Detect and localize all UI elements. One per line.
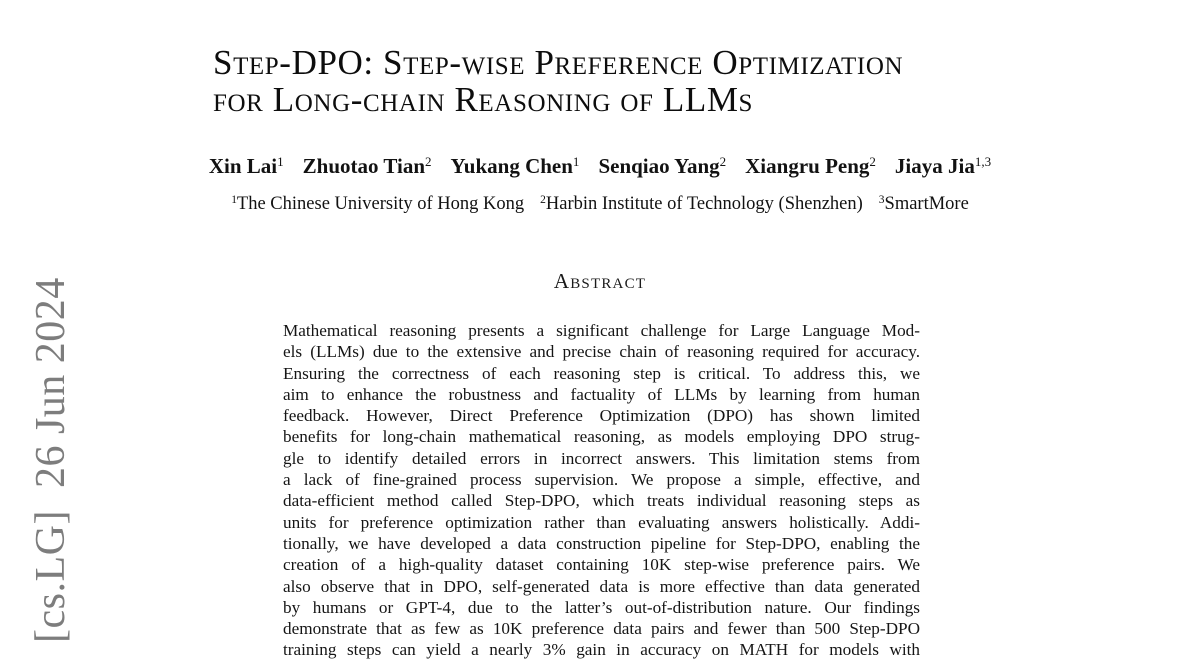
affiliation-name: Harbin Institute of Technology (Shenzhen) (545, 194, 863, 214)
author-name: Jiaya Jia (894, 154, 975, 178)
affiliation (879, 192, 969, 217)
author-name: Yukang Chen (450, 154, 573, 178)
author (451, 153, 580, 180)
affiliation-sup: 2 (540, 194, 546, 207)
author-name: Xiangru Peng (745, 154, 870, 178)
abstract-line: benefits for long-chain mathematical reasoning, as models employing DPO strug- (283, 427, 920, 447)
abstract-line: gle to identify detailed errors in incorrect answers. This limitation stems from (283, 448, 920, 468)
abstract-line: tionally, we have developed a data construction pipeline for Step-DPO, enabling the (283, 533, 920, 553)
author (303, 153, 432, 180)
abstract-line: also observe that in DPO, self-generated data is more effective than data generated (283, 576, 920, 596)
arxiv-watermark: [cs.LG] 26 Jun 2024 (28, 277, 74, 643)
affiliation (231, 192, 524, 217)
affiliation-name: The Chinese University of Hong Kong (236, 194, 525, 214)
affiliation (540, 192, 863, 217)
author (598, 153, 726, 180)
abstract-heading: Abstract (553, 269, 647, 293)
abstract-line: Ensuring the correctness of each reasoning step is critical. To address this, we (283, 363, 920, 383)
author-affiliation-sup: 2 (425, 154, 432, 170)
abstract-body (283, 320, 920, 661)
abstract-line: creation of a high-quality dataset containing 10K step-wise preference pairs. We (283, 555, 920, 575)
abstract-line: a lack of fine-grained process supervision. We propose a simple, effective, and (283, 470, 920, 490)
affiliation-name: SmartMore (884, 194, 969, 214)
abstract-line: by humans or GPT-4, due to the latter’s out-of-distribution nature. Our findings (283, 597, 920, 617)
affiliations-row (0, 192, 1200, 217)
abstract-line: Mathematical reasoning presents a significant challenge for Large Language Mod- (283, 321, 920, 340)
abstract-line: els (LLMs) due to the extensive and precise chain of reasoning required for accuracy. (283, 342, 920, 362)
affiliation-sup: 1 (231, 194, 237, 207)
author-affiliation-sup: 1 (277, 154, 284, 170)
author-affiliation-sup: 1,3 (974, 154, 992, 170)
author-name: Zhuotao Tian (302, 154, 426, 178)
title-line-1: Step-DPO: Step-wise Preference Optimization (213, 43, 904, 82)
abstract-line: training steps can yield a nearly 3% gain in accuracy on MATH for models with (283, 640, 920, 660)
author-name: Senqiao Yang (598, 154, 720, 178)
author-name: Xin Lai (208, 154, 278, 178)
affiliation-sup: 3 (878, 194, 885, 207)
author-affiliation-sup: 2 (869, 154, 876, 170)
abstract-line: units for preference optimization rather than evaluating answers holistically. Addi- (283, 512, 920, 532)
abstract-line: aim to enhance the robustness and factuality of LLMs by learning from human (283, 384, 920, 404)
paper-title (213, 45, 903, 118)
author (895, 153, 991, 180)
author (209, 153, 284, 180)
author-affiliation-sup: 1 (572, 154, 580, 170)
author-affiliation-sup: 2 (719, 154, 727, 170)
author (745, 153, 876, 180)
title-line-2: for Long-chain Reasoning of LLMs (213, 79, 754, 119)
abstract-line: demonstrate that as few as 10K preference data pairs and fewer than 500 Step-DPO (283, 619, 920, 639)
abstract-line: feedback. However, Direct Preference Optimization (DPO) has shown limited (283, 406, 920, 426)
abstract-line: data-efficient method called Step-DPO, which treats individual reasoning steps as (283, 491, 920, 511)
authors-row (0, 153, 1200, 180)
